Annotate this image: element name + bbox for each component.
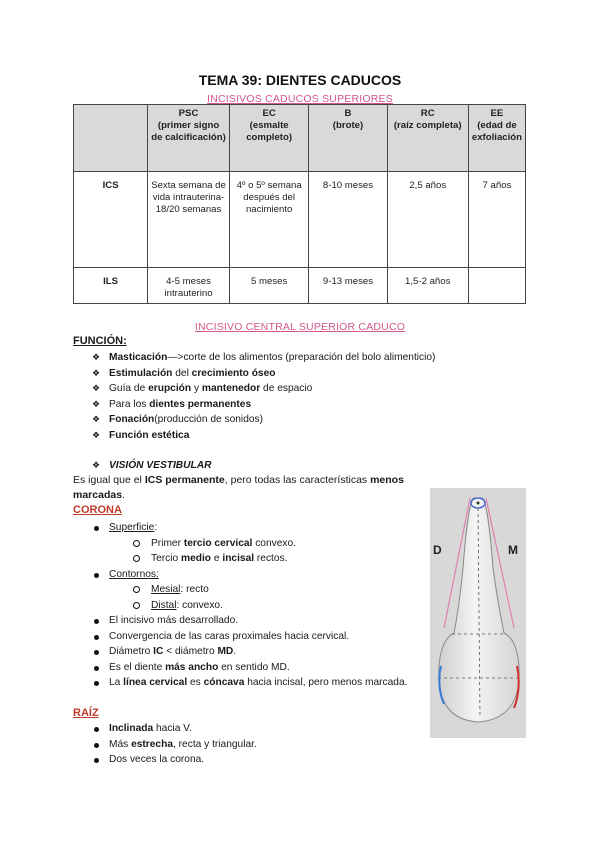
dot-bullet-icon [94, 526, 99, 531]
dot-bullet-icon [94, 743, 99, 748]
diamond-bullet-icon: ❖ [92, 429, 101, 440]
circle-bullet-icon [133, 586, 140, 593]
raiz-list [92, 721, 422, 768]
list-item: ❖ Función estética [92, 428, 435, 444]
table-header-ec: EC (esmalte completo) [229, 105, 309, 172]
table-cell: 1,5-2 años [387, 268, 468, 304]
circle-bullet-icon [133, 555, 140, 562]
list-item: Contornos: Mesial: recto Distal: convexo. [92, 567, 422, 614]
vision-heading: VISIÓN VESTIBULAR [109, 460, 212, 471]
circle-bullet-icon [133, 602, 140, 609]
list-item: ❖ Para los dientes permanentes [92, 397, 435, 413]
list-item: La línea cervical es cóncava hacia incisal, pero menos marcada. [92, 675, 422, 691]
list-item: Convergencia de las caras proximales hacia cervical. [92, 629, 422, 645]
distal-label: D [433, 543, 442, 557]
sublist-item: Primer tercio cervical convexo. [131, 536, 422, 552]
funcion-list [92, 350, 435, 443]
diamond-bullet-icon: ❖ [92, 352, 101, 362]
table-header-psc: PSC (primer signo de calcificación) [148, 105, 230, 172]
tooth-figure [430, 488, 526, 738]
corona-list [92, 520, 422, 691]
table-row-ics [74, 172, 526, 268]
table-cell: 4º o 5º semana después del nacimiento [229, 172, 309, 268]
list-item: Dos veces la corona. [92, 752, 422, 768]
raiz-heading: RAÍZ [73, 707, 99, 719]
list-item: ❖ Estimulación del crecimiento óseo [92, 366, 435, 382]
table-cell: 5 meses [229, 268, 309, 304]
mesial-label: M [508, 543, 518, 557]
page-title: TEMA 39: DIENTES CADUCOS [198, 72, 402, 88]
dot-bullet-icon [94, 666, 99, 671]
funcion-heading: FUNCIÓN: [73, 335, 127, 347]
table-cell: 4-5 meses intrauterino [148, 268, 230, 304]
dot-bullet-icon [94, 619, 99, 624]
table-caption: INCISIVOS CADUCOS SUPERIORES [207, 93, 393, 105]
table-cell: 2,5 años [387, 172, 468, 268]
table-cell: 9-13 meses [309, 268, 387, 304]
vision-heading-list [92, 458, 211, 474]
diamond-bullet-icon: ❖ [92, 367, 101, 378]
dot-bullet-icon [94, 635, 99, 640]
superficie-sublist [109, 536, 422, 567]
corona-heading: CORONA [73, 504, 122, 516]
table-header-b: B (brote) [309, 105, 387, 172]
dot-bullet-icon [94, 758, 99, 763]
sublist-item: Distal: convexo. [131, 598, 422, 614]
dot-bullet-icon [94, 727, 99, 732]
list-item: Inclinada hacia V. [92, 721, 422, 737]
table-header-empty [74, 105, 148, 172]
vision-paragraph: Es igual que el ICS permanente, pero todas las características menos marcadas. [73, 474, 404, 501]
table-header-rc: RC (raíz completa) [387, 105, 468, 172]
diamond-bullet-icon: ❖ [92, 383, 101, 393]
list-item: Es el diente más ancho en sentido MD. [92, 660, 422, 676]
diamond-bullet-icon: ❖ [92, 460, 101, 470]
row-label: ILS [74, 268, 148, 304]
dot-bullet-icon [94, 650, 99, 655]
list-item: El incisivo más desarrollado. [92, 613, 422, 629]
dot-bullet-icon [94, 573, 99, 578]
list-item: Más estrecha, recta y triangular. [92, 737, 422, 753]
list-item [92, 458, 211, 474]
list-item: Superficie: Primer tercio cervical convexo. Tercio medio e incisal rectos. [92, 520, 422, 567]
tooth-illustration [430, 488, 526, 738]
sublist-item: Tercio medio e incisal rectos. [131, 551, 422, 567]
contornos-sublist [109, 582, 422, 613]
dot-bullet-icon [94, 681, 99, 686]
table-cell: 8-10 meses [309, 172, 387, 268]
list-item: Diámetro IC < diámetro MD. [92, 644, 422, 660]
table-cell: 7 años [468, 172, 525, 268]
diamond-bullet-icon: ❖ [92, 398, 101, 409]
list-item: ❖ Fonación(producción de sonidos) [92, 412, 435, 428]
apex-dot [477, 502, 480, 505]
table-cell: Sexta semana de vida intrauterina- 18/20 semanas [148, 172, 230, 268]
list-item: ❖ Guía de erupción y mantenedor de espacio [92, 381, 435, 397]
row-label: ICS [74, 172, 148, 268]
list-item: ❖ Masticación—>corte de los alimentos (preparación del bolo alimenticio) [92, 350, 435, 366]
sublist-item: Mesial: recto [131, 582, 422, 598]
eruption-table [73, 104, 526, 304]
table-cell [468, 268, 525, 304]
circle-bullet-icon [133, 540, 140, 547]
diamond-bullet-icon: ❖ [92, 414, 101, 424]
section-subtitle: INCISIVO CENTRAL SUPERIOR CADUCO [194, 321, 406, 333]
table-row-ils [74, 268, 526, 304]
table-header-ee: EE (edad de exfoliación [468, 105, 525, 172]
table-header-row [74, 105, 526, 172]
